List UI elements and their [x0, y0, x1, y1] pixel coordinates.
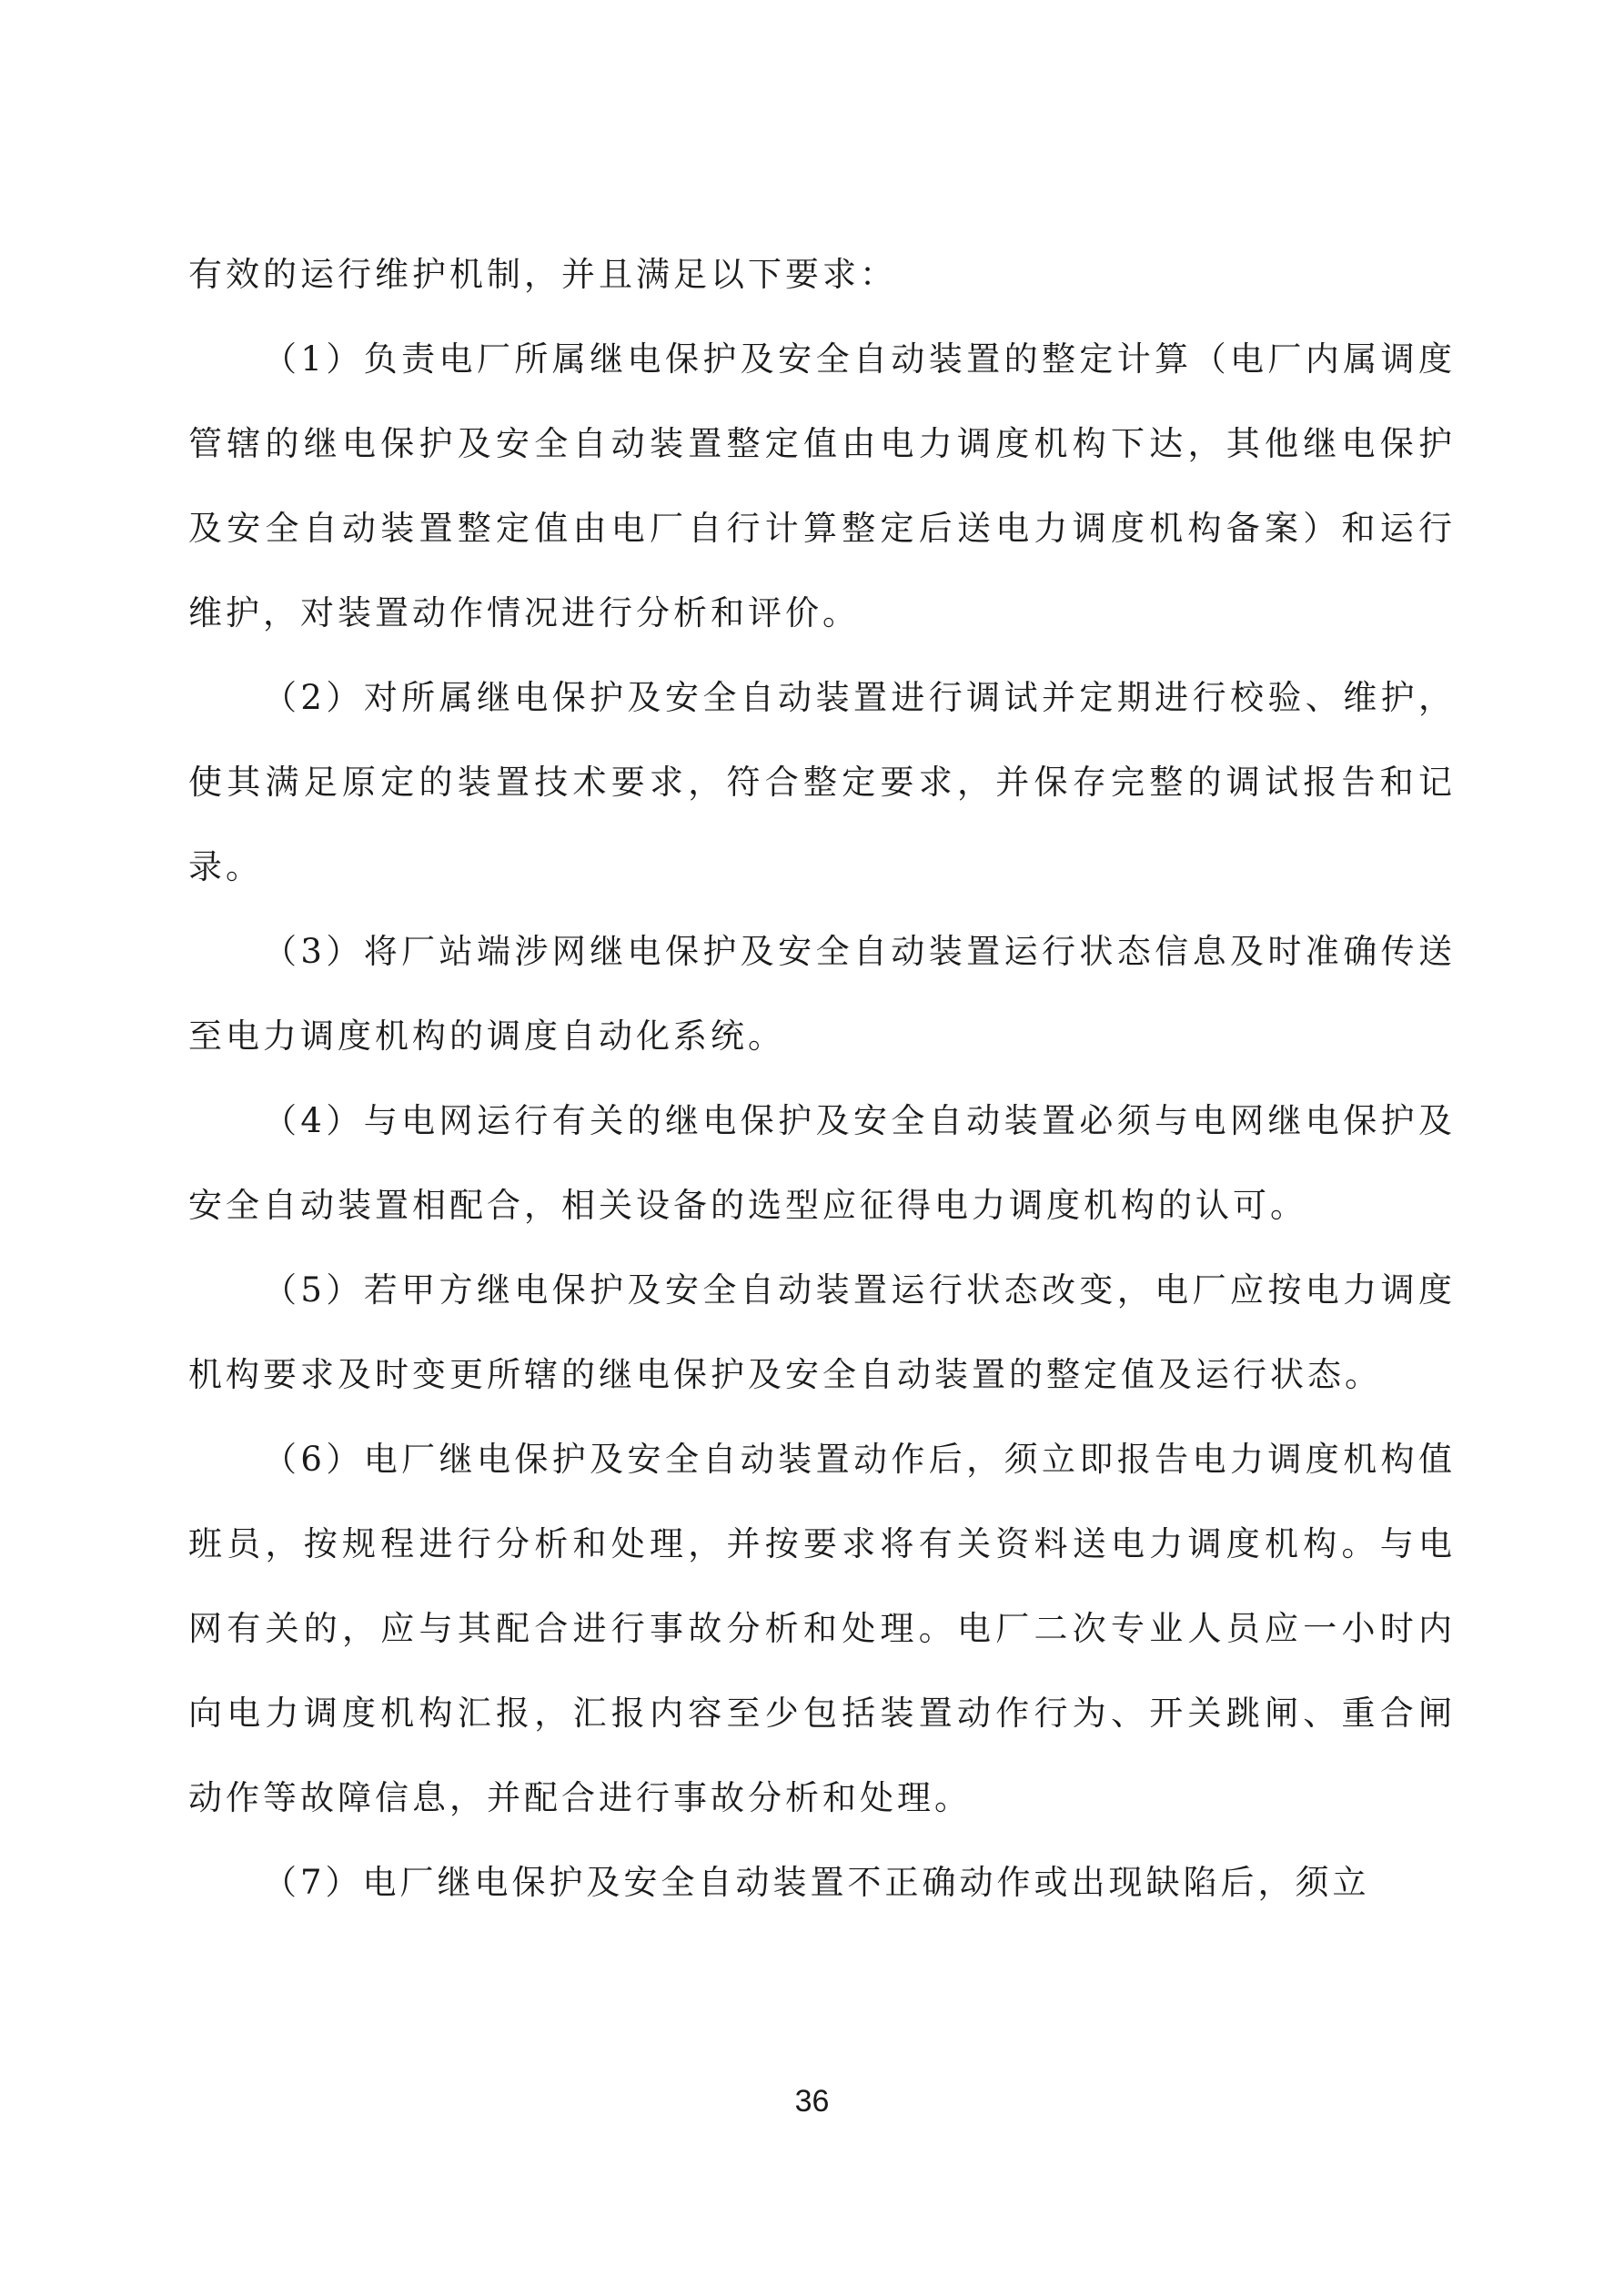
paragraph-item-3: （3）将厂站端涉网继电保护及安全自动装置运行状态信息及时准确传送至电力调度机构的调度自动化系统。	[188, 932, 1456, 1056]
paragraph-item-7: （7）电厂继电保护及安全自动装置不正确动作或出现缺陷后，须立	[263, 1863, 1370, 1902]
body-text	[188, 232, 1456, 1925]
paragraph-item-2: （2）对所属继电保护及安全自动装置进行调试并定期进行校验、维护，使其满足原定的装置技术要求，符合整定要求，并保存完整的调试报告和记录。	[188, 678, 1456, 886]
paragraph-item-6: （6）电厂继电保护及安全自动装置动作后，须立即报告电力调度机构值班员，按规程进行分析和处理，并按要求将有关资料送电力调度机构。与电网有关的，应与其配合进行事故分析和处理。电厂二次专业人员应一小时内向电力调度机构汇报，汇报内容至少包括装置动作行为、开关跳闸、重合闸动作等故障信息，并配合进行事故分析和处理。	[188, 1440, 1456, 1817]
page-number: 36	[794, 2084, 830, 2119]
paragraph-continuation: 有效的运行维护机制，并且满足以下要求：	[188, 255, 897, 294]
paragraph-item-4: （4）与电网运行有关的继电保护及安全自动装置必须与电网继电保护及安全自动装置相配合，相关设备的选型应征得电力调度机构的认可。	[188, 1101, 1456, 1225]
paragraph-item-5: （5）若甲方继电保护及安全自动装置运行状态改变，电厂应按电力调度机构要求及时变更所辖的继电保护及安全自动装置的整定值及运行状态。	[188, 1270, 1456, 1394]
paragraph-item-1: （1）负责电厂所属继电保护及安全自动装置的整定计算（电厂内属调度管辖的继电保护及安全自动装置整定值由电力调度机构下达，其他继电保护及安全自动装置整定值由电厂自行计算整定后送电力调度机构备案）和运行维护，对装置动作情况进行分析和评价。	[188, 339, 1456, 632]
